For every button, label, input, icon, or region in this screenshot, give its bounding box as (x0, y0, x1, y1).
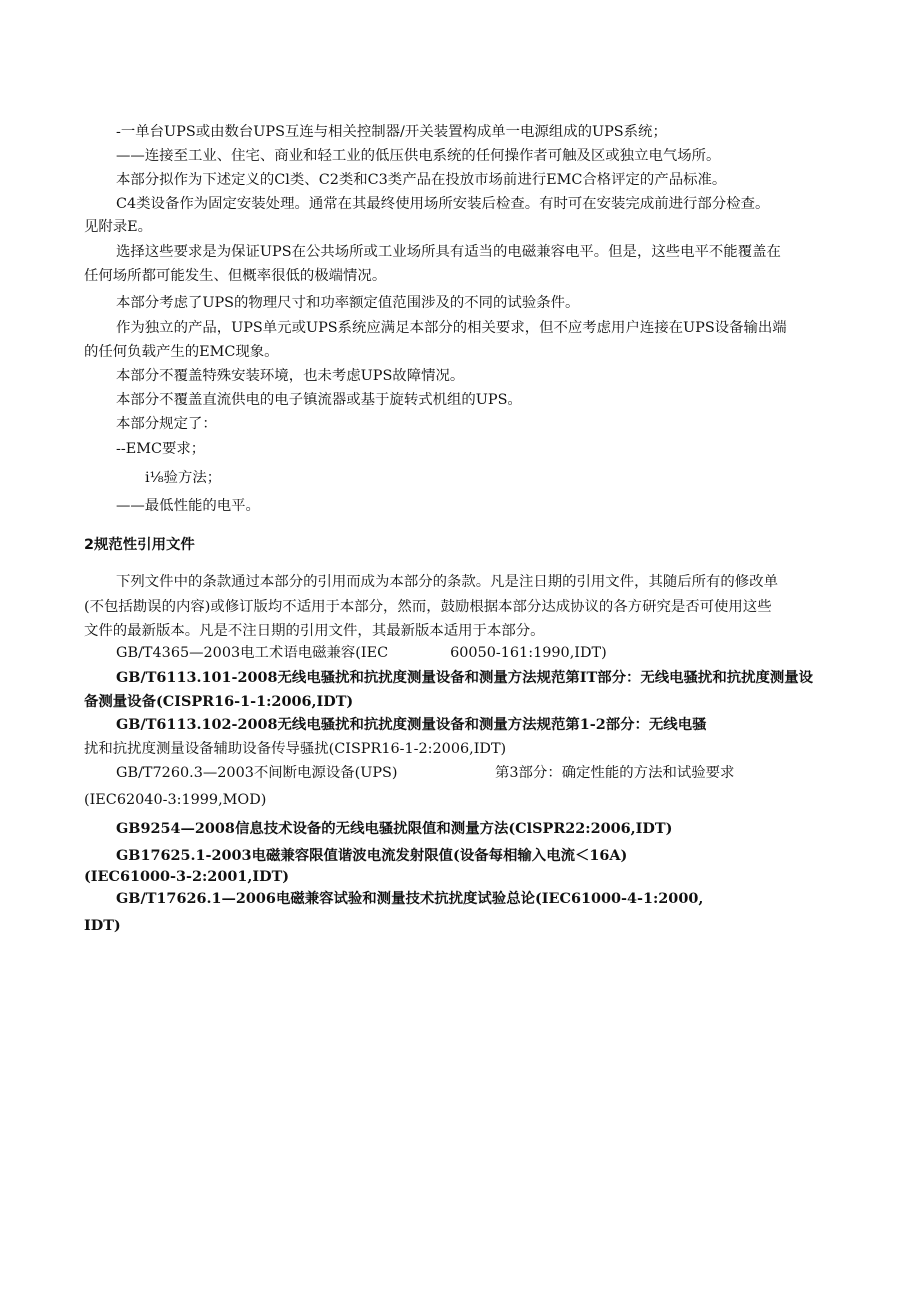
reference-3-line-2: 扰和抗扰度测量设备辅助设备传导骚扰(CISPR16-1-2:2006,IDT) (84, 741, 507, 757)
reference-4-part: 第3部分：确定性能的方法和试验要求 (495, 765, 735, 781)
scope-line-10: 的任何负载产生的EMC现象。 (84, 344, 279, 360)
scope-line-12: 本部分不覆盖直流供电的电子镇流器或基于旋转式机组的UPS。 (116, 392, 522, 408)
scope-line-9: 作为独立的产品，UPS单元或UPS系统应满足本部分的相关要求，但不应考虑用户连接在UPS设备输出端 (116, 320, 787, 336)
intro-line-1: 下列文件中的条款通过本部分的引用而成为本部分的条款。凡是注日期的引用文件，其随后所有的修改单 (116, 574, 778, 590)
scope-line-7: 任何场所都可能发生、但概率很低的极端情况。 (84, 268, 387, 284)
scope-line-15: i⅛验方法； (145, 470, 222, 486)
reference-6-line-1: GB17625.1-2003电磁兼容限值谐波电流发射限值(设备每相输入电流＜16A) (116, 847, 628, 864)
scope-line-6: 选择这些要求是为保证UPS在公共场所或工业场所具有适当的电磁兼容电平。但是，这些电平不能覆盖在 (116, 244, 781, 260)
reference-4-line-1 (116, 763, 398, 783)
reference-2-line-1: GB/T6113.101-2008无线电骚扰和抗扰度测量设备和测量方法规范第IT部分：无线电骚扰和抗扰度测量设 (116, 669, 814, 686)
reference-1-title: GB/T4365—2003电工术语电磁兼容(IEC (116, 645, 389, 661)
reference-7-line-1: GB/T17626.1—2006电磁兼容试验和测量技术抗扰度试验总论(IEC61000-4-1:2000, (116, 890, 704, 907)
scope-line-4: C4类设备作为固定安装处理。通常在其最终使用场所安装后检查。有时可在安装完成前进行部分检查。 (116, 196, 770, 212)
reference-2-line-2: 备测量设备(CISPR16-1-1:2006,IDT) (84, 693, 354, 710)
intro-line-2: (不包括勘误的内容)或修订版均不适用于本部分，然而，鼓励根据本部分达成协议的各方研究是否可使用这些 (84, 599, 772, 615)
reference-4-line-2: (IEC62040-3:1999,MOD) (84, 792, 267, 808)
scope-line-13: 本部分规定了： (116, 416, 217, 432)
scope-line-14: --EMC要求； (116, 441, 206, 457)
section-heading: 2规范性引用文件 (84, 537, 195, 553)
scope-line-8: 本部分考虑了UPS的物理尺寸和功率额定值范围涉及的不同的试验条件。 (116, 295, 580, 311)
scope-line-11: 本部分不覆盖特殊安装环境，也未考虑UPS故障情况。 (116, 368, 465, 384)
scope-line-2: ——连接至工业、住宅、商业和轻工业的低压供电系统的任何操作者可触及区或独立电气场所。 (116, 148, 721, 164)
scope-line-1: -一单台UPS或由数台UPS互连与相关控制器/开关装置构成单一电源组成的UPS系统； (116, 124, 667, 140)
reference-4-title: GB/T7260.3—2003不间断电源设备(UPS) (116, 765, 398, 781)
reference-1-standard: 60050-161:1990,IDT) (450, 645, 607, 661)
scope-line-5: 见附录E。 (84, 219, 153, 235)
reference-3-line-1: GB/T6113.102-2008无线电骚扰和抗扰度测量设备和测量方法规范第1-2部分：无线电骚 (116, 716, 707, 733)
scope-line-3: 本部分拟作为下述定义的Cl类、C2类和C3类产品在投放市场前进行EMC合格评定的产品标准。 (116, 172, 727, 188)
intro-line-3: 文件的最新版本。凡是不注日期的引用文件，其最新版本适用于本部分。 (84, 623, 545, 639)
reference-5: GB9254—2008信息技术设备的无线电骚扰限值和测量方法(ClSPR22:2006,IDT) (116, 820, 673, 837)
scope-line-16: ——最低性能的电平。 (116, 498, 260, 514)
reference-7-line-2: IDT) (84, 917, 121, 934)
reference-6-line-2: (IEC61000-3-2:2001,IDT) (84, 868, 290, 885)
reference-1 (116, 643, 607, 663)
